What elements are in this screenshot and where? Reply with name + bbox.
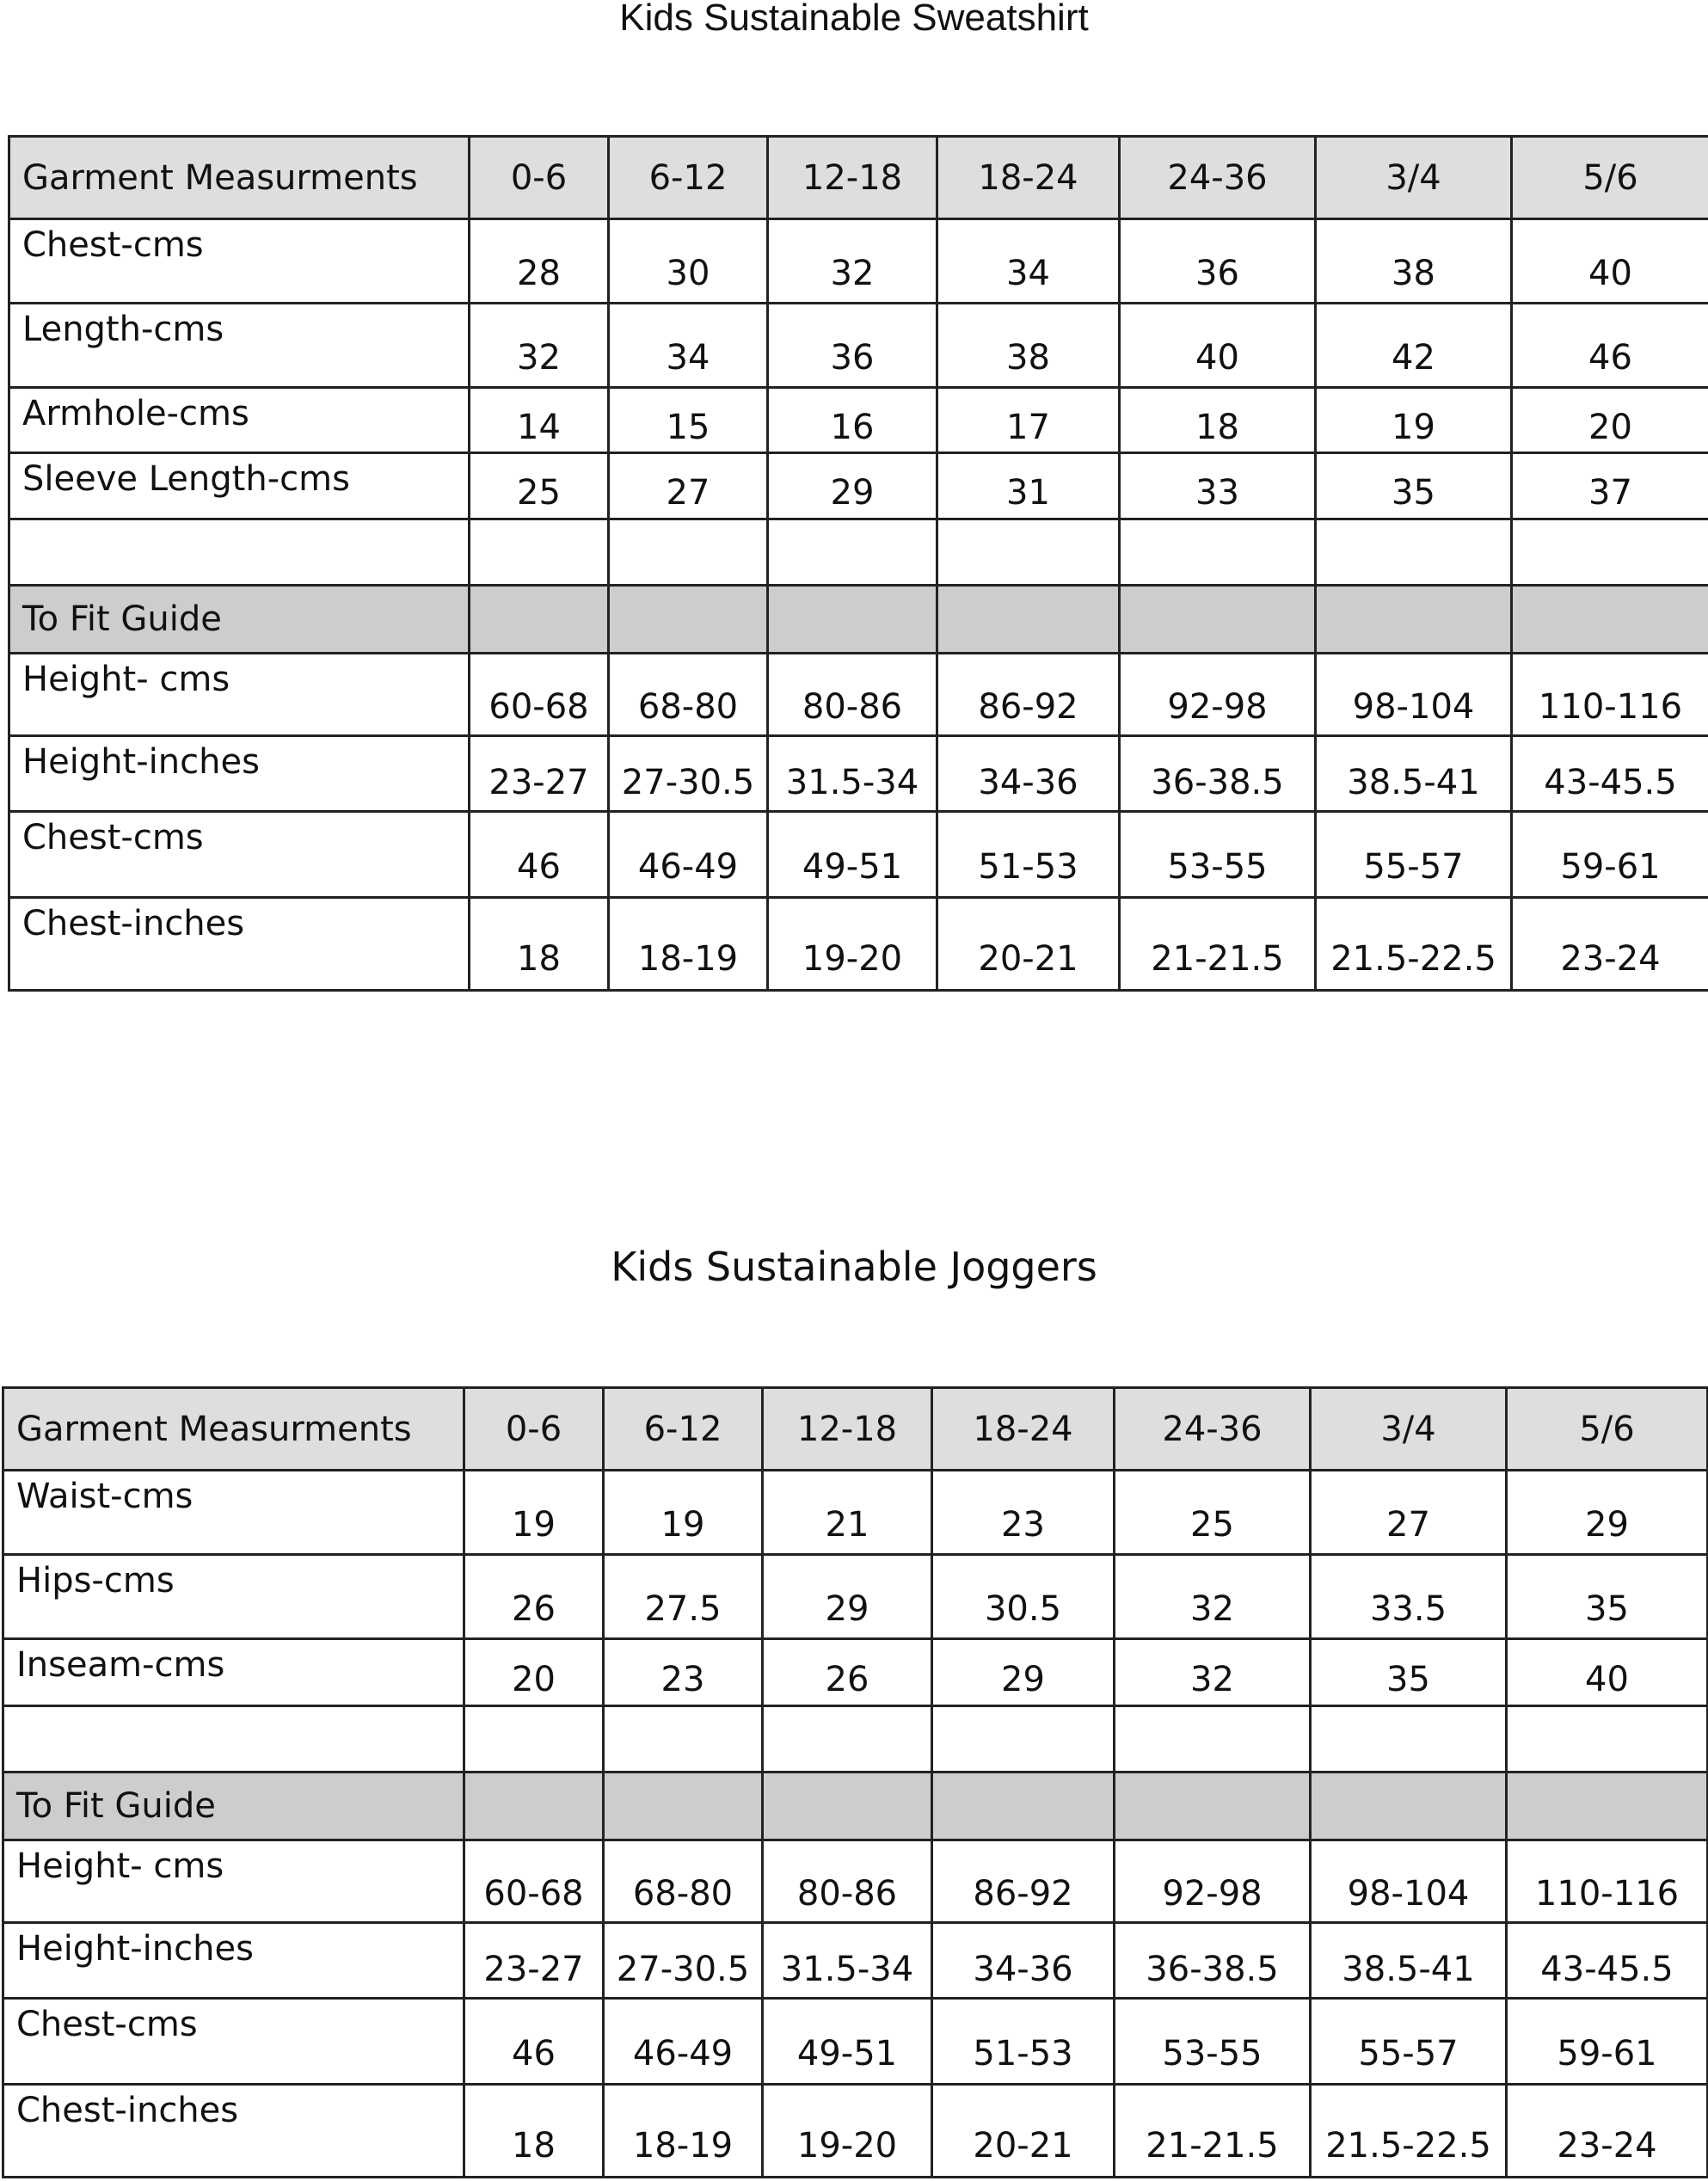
size-header: 3/4 [1311,1388,1507,1471]
row-label: Height- cms [9,654,470,736]
cell: 42 [1316,304,1512,388]
cell: 21-21.5 [1120,898,1316,991]
cell: 21.5-22.5 [1316,898,1512,991]
cell: 46-49 [604,1999,763,2085]
empty-cell [1311,1772,1507,1840]
row-label: Hips-cms [3,1555,464,1639]
empty-cell [609,586,768,654]
row-label: Armhole-cms [9,388,470,453]
empty-cell [464,1772,604,1840]
cell: 33.5 [1311,1555,1507,1639]
cell: 38 [937,304,1120,388]
header-label: Garment Measurments [9,137,470,219]
cell: 19 [604,1471,763,1555]
cell: 34 [609,304,768,388]
cell: 110-116 [1507,1840,1708,1923]
sweatshirt-size-table [8,135,1708,992]
cell: 18 [470,898,609,991]
table-row [9,654,1708,736]
cell: 20 [1512,388,1708,453]
cell: 68-80 [609,654,768,736]
cell: 32 [1115,1639,1311,1706]
cell: 43-45.5 [1512,736,1708,812]
size-header: 24-36 [1120,137,1316,219]
empty-cell [3,1706,464,1772]
table-row [9,736,1708,812]
table-row [9,812,1708,898]
cell: 80-86 [763,1840,932,1923]
cell: 38 [1316,219,1512,304]
cell: 49-51 [768,812,937,898]
table-row [3,1639,1708,1706]
cell: 40 [1507,1639,1708,1706]
cell: 31.5-34 [763,1923,932,1999]
cell: 20 [464,1639,604,1706]
empty-cell [937,586,1120,654]
empty-row [3,1706,1708,1772]
cell: 53-55 [1115,1999,1311,2085]
cell: 98-104 [1316,654,1512,736]
cell: 26 [763,1639,932,1706]
cell: 60-68 [470,654,609,736]
empty-cell [932,1706,1115,1772]
row-label: Length-cms [9,304,470,388]
section-label: To Fit Guide [9,586,470,654]
size-header: 5/6 [1512,137,1708,219]
cell: 27 [609,453,768,519]
cell: 25 [1115,1471,1311,1555]
cell: 29 [763,1555,932,1639]
cell: 51-53 [937,812,1120,898]
empty-cell [604,1772,763,1840]
table-row [3,1840,1708,1923]
cell: 37 [1512,453,1708,519]
empty-cell [1316,586,1512,654]
cell: 35 [1316,453,1512,519]
empty-cell [604,1706,763,1772]
cell: 38.5-41 [1316,736,1512,812]
size-header: 5/6 [1507,1388,1708,1471]
cell: 15 [609,388,768,453]
cell: 18-19 [609,898,768,991]
cell: 32 [470,304,609,388]
empty-cell [470,519,609,586]
size-header: 0-6 [464,1388,604,1471]
empty-cell [609,519,768,586]
cell: 31.5-34 [768,736,937,812]
empty-cell [464,1706,604,1772]
cell: 86-92 [937,654,1120,736]
row-label: Inseam-cms [3,1639,464,1706]
cell: 23 [604,1639,763,1706]
cell: 29 [1507,1471,1708,1555]
empty-cell [1507,1706,1708,1772]
cell: 60-68 [464,1840,604,1923]
cell: 19-20 [763,2085,932,2178]
cell: 23-27 [464,1923,604,1999]
sweatshirt-title: Kids Sustainable Sweatshirt [619,0,1089,39]
cell: 19 [464,1471,604,1555]
header-label: Garment Measurments [3,1388,464,1471]
empty-cell [937,519,1120,586]
table-row [9,388,1708,453]
row-label: Chest-cms [9,219,470,304]
cell: 21 [763,1471,932,1555]
cell: 92-98 [1115,1840,1311,1923]
table-row [9,304,1708,388]
size-header: 0-6 [470,137,609,219]
cell: 33 [1120,453,1316,519]
cell: 34 [937,219,1120,304]
cell: 21.5-22.5 [1311,2085,1507,2178]
cell: 59-61 [1512,812,1708,898]
empty-cell [932,1772,1115,1840]
cell: 18 [1120,388,1316,453]
cell: 80-86 [768,654,937,736]
cell: 68-80 [604,1840,763,1923]
cell: 23-24 [1512,898,1708,991]
cell: 27-30.5 [609,736,768,812]
cell: 40 [1512,219,1708,304]
empty-row [9,519,1708,586]
cell: 23 [932,1471,1115,1555]
cell: 92-98 [1120,654,1316,736]
size-header: 18-24 [937,137,1120,219]
cell: 17 [937,388,1120,453]
cell: 55-57 [1316,812,1512,898]
row-label: Chest-cms [9,812,470,898]
cell: 46 [1512,304,1708,388]
empty-cell [1507,1772,1708,1840]
table-row [9,898,1708,991]
cell: 27.5 [604,1555,763,1639]
row-label: Chest-inches [9,898,470,991]
empty-cell [768,586,937,654]
size-header: 6-12 [604,1388,763,1471]
size-header: 6-12 [609,137,768,219]
cell: 34-36 [932,1923,1115,1999]
row-label: Waist-cms [3,1471,464,1555]
cell: 29 [932,1639,1115,1706]
empty-cell [1120,519,1316,586]
table-row [3,1555,1708,1639]
cell: 38.5-41 [1311,1923,1507,1999]
table-row [9,219,1708,304]
section-row [3,1772,1708,1840]
cell: 23-27 [470,736,609,812]
section-row [9,586,1708,654]
joggers-size-table [2,1386,1708,2178]
cell: 43-45.5 [1507,1923,1708,1999]
cell: 25 [470,453,609,519]
row-label: Chest-inches [3,2085,464,2178]
empty-cell [1316,519,1512,586]
header-row [9,137,1708,219]
cell: 30.5 [932,1555,1115,1639]
cell: 46 [470,812,609,898]
row-label: Height-inches [9,736,470,812]
cell: 27-30.5 [604,1923,763,1999]
cell: 32 [1115,1555,1311,1639]
cell: 86-92 [932,1840,1115,1923]
size-header: 12-18 [768,137,937,219]
cell: 18-19 [604,2085,763,2178]
cell: 28 [470,219,609,304]
cell: 36 [768,304,937,388]
empty-cell [768,519,937,586]
cell: 27 [1311,1471,1507,1555]
table-row [3,1471,1708,1555]
header-row [3,1388,1708,1471]
empty-cell [1512,519,1708,586]
row-label: Height- cms [3,1840,464,1923]
cell: 14 [470,388,609,453]
cell: 36 [1120,219,1316,304]
row-label: Height-inches [3,1923,464,1999]
empty-cell [1120,586,1316,654]
empty-cell [9,519,470,586]
cell: 53-55 [1120,812,1316,898]
cell: 98-104 [1311,1840,1507,1923]
cell: 23-24 [1507,2085,1708,2178]
cell: 110-116 [1512,654,1708,736]
empty-cell [763,1706,932,1772]
size-header: 3/4 [1316,137,1512,219]
cell: 35 [1311,1639,1507,1706]
table-row [3,2085,1708,2178]
cell: 46 [464,1999,604,2085]
empty-cell [763,1772,932,1840]
cell: 20-21 [932,2085,1115,2178]
cell: 20-21 [937,898,1120,991]
cell: 40 [1120,304,1316,388]
row-label: Chest-cms [3,1999,464,2085]
size-header: 12-18 [763,1388,932,1471]
cell: 18 [464,2085,604,2178]
empty-cell [1115,1772,1311,1840]
cell: 16 [768,388,937,453]
cell: 31 [937,453,1120,519]
size-header: 24-36 [1115,1388,1311,1471]
cell: 36-38.5 [1115,1923,1311,1999]
section-label: To Fit Guide [3,1772,464,1840]
empty-cell [1512,586,1708,654]
table-row [9,453,1708,519]
empty-cell [470,586,609,654]
cell: 34-36 [937,736,1120,812]
cell: 30 [609,219,768,304]
cell: 35 [1507,1555,1708,1639]
size-header: 18-24 [932,1388,1115,1471]
cell: 36-38.5 [1120,736,1316,812]
cell: 55-57 [1311,1999,1507,2085]
empty-cell [1115,1706,1311,1772]
joggers-title: Kids Sustainable Joggers [611,1244,1097,1290]
table-row [3,1923,1708,1999]
cell: 46-49 [609,812,768,898]
row-label: Sleeve Length-cms [9,453,470,519]
cell: 49-51 [763,1999,932,2085]
cell: 21-21.5 [1115,2085,1311,2178]
cell: 51-53 [932,1999,1115,2085]
cell: 19-20 [768,898,937,991]
cell: 29 [768,453,937,519]
cell: 32 [768,219,937,304]
cell: 19 [1316,388,1512,453]
cell: 26 [464,1555,604,1639]
cell: 59-61 [1507,1999,1708,2085]
empty-cell [1311,1706,1507,1772]
table-row [3,1999,1708,2085]
